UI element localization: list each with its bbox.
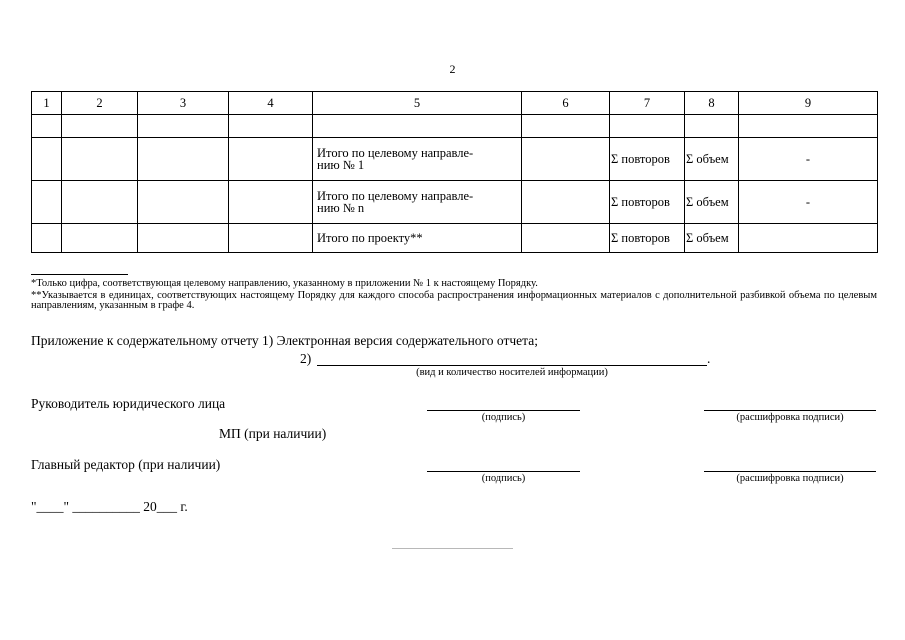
footnote-separator [31,274,128,275]
table-cell [229,181,313,224]
editor-signature-caption: (подпись) [481,473,526,484]
table-cell-sum-volume: Σ объем [685,181,739,224]
table-cell [62,181,138,224]
column-header: 1 [32,92,62,115]
table-cell [522,115,610,138]
table-cell-total-label: Итого по целевому направле- нию № 1 [313,138,522,181]
table-row [32,138,878,181]
column-header: 8 [685,92,739,115]
head-label: Руководитель юридического лица [31,396,226,411]
table-cell-sum-repeats: Σ повторов [610,181,685,224]
page-number: 2 [449,62,456,76]
column-header: 6 [522,92,610,115]
stamp-label: МП (при наличии) [219,426,327,441]
column-header: 4 [229,92,313,115]
table-cell-dash: - [739,138,878,181]
table-cell [739,224,878,253]
table-cell [32,224,62,253]
table-row-project-total [32,224,878,253]
table-cell [522,224,610,253]
attachment-label: Приложение к содержательному отчету 1) Электронная версия содержательного отчета; [31,333,538,348]
table-cell-sum-repeats: Σ повторов [610,138,685,181]
column-header: 3 [138,92,229,115]
table-cell [138,181,229,224]
table-cell-dash: - [739,181,878,224]
table-cell-sum-volume: Σ объем [685,138,739,181]
table-cell [32,138,62,181]
table-cell [32,181,62,224]
table-cell [522,181,610,224]
head-decode-caption: (расшифровка подписи) [736,412,844,423]
attachment-item2-prefix: 2) [300,351,312,366]
column-header: 2 [62,92,138,115]
column-header: 9 [739,92,878,115]
table-header-row [32,92,878,115]
table-row [32,181,878,224]
bottom-separator [392,548,513,549]
head-signature-caption: (подпись) [481,412,526,423]
table-cell [62,224,138,253]
table-cell [138,115,229,138]
footnote-2: **Указывается в единицах, соответствующих настоящему Порядку для каждого способа распространения информационных материалов с дополнительной разбивкой объема по целевым направлениям, указанным в графе 4. [31,290,877,311]
table-cell [229,138,313,181]
table-cell [313,115,522,138]
editor-decode-caption: (расшифровка подписи) [736,473,844,484]
table-cell [62,138,138,181]
table-cell [229,224,313,253]
editor-signature-line [427,471,580,472]
table-cell [138,138,229,181]
report-table [31,91,878,253]
table-cell [522,138,610,181]
footnote-1: *Только цифра, соответствующая целевому направлению, указанному в приложении № 1 к настоящему Порядку. [31,278,538,289]
table-cell [32,115,62,138]
table-cell-total-label: Итого по целевому направле- нию № n [313,181,522,224]
table-cell [62,115,138,138]
editor-label: Главный редактор (при наличии) [31,457,221,472]
table-cell-sum-repeats: Σ повторов [610,224,685,253]
table-cell-sum-volume: Σ объем [685,224,739,253]
editor-decode-line [704,471,876,472]
table-cell [685,115,739,138]
head-decode-line [704,410,876,411]
date-line: "____" __________ 20___ г. [31,499,188,514]
table-row-empty [32,115,878,138]
table-cell [610,115,685,138]
column-header: 7 [610,92,685,115]
table-cell [229,115,313,138]
table-cell [138,224,229,253]
column-header: 5 [313,92,522,115]
attachment-item2-line [317,365,707,366]
table-cell-project-total-label: Итого по проекту** [313,224,522,253]
attachment-item2-suffix: . [707,351,711,366]
head-signature-line [427,410,580,411]
table-cell [739,115,878,138]
attachment-item2-caption: (вид и количество носителей информации) [416,367,608,378]
